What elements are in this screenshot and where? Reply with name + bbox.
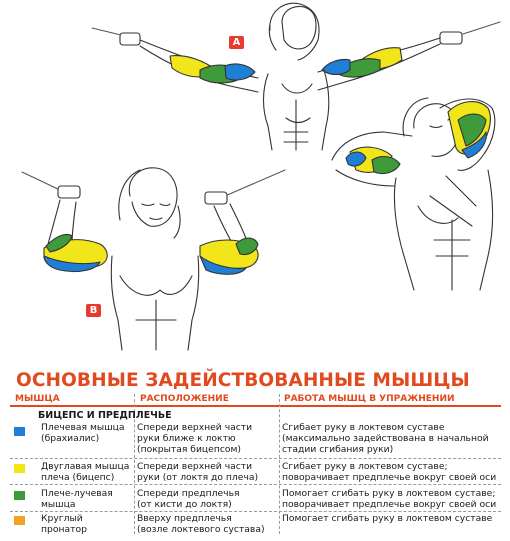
table-title: ОСНОВНЫЕ ЗАДЕЙСТВОВАННЫЕ МЫШЦЫ bbox=[16, 370, 470, 391]
color-swatch bbox=[14, 427, 25, 436]
badge-b: B bbox=[86, 304, 101, 317]
muscle-name: Плече-лучевая мышца bbox=[41, 488, 113, 510]
table-row bbox=[10, 488, 501, 512]
header-function: РАБОТА МЫШЦ В УПРАЖНЕНИИ bbox=[284, 394, 455, 404]
color-swatch bbox=[14, 464, 25, 473]
muscle-location: Спереди верхней части руки (от локтя до плеча) bbox=[137, 461, 259, 483]
muscle-name: Круглый пронатор bbox=[41, 513, 87, 535]
muscle-location: Вверху предплечья (возле локтевого сустава) bbox=[137, 513, 265, 535]
table-row bbox=[10, 513, 501, 537]
table-row bbox=[10, 422, 501, 462]
muscle-location: Спереди верхней части руки ближе к локтю (покрытая бицепсом) bbox=[137, 422, 253, 455]
header-location: РАСПОЛОЖЕНИЕ bbox=[140, 394, 229, 404]
muscle-location: Спереди предплечья (от кисти до локтя) bbox=[137, 488, 240, 510]
color-swatch bbox=[14, 516, 25, 525]
muscle-name: Двуглавая мышца плеча (бицепс) bbox=[41, 461, 130, 483]
section-heading: БИЦЕПС И ПРЕДПЛЕЧЬЕ bbox=[38, 410, 172, 421]
figure-c bbox=[332, 98, 495, 290]
table-row bbox=[10, 461, 501, 485]
header-muscle: МЫШЦА bbox=[15, 394, 60, 404]
row-divider bbox=[10, 511, 501, 512]
muscle-function: Сгибает руку в локтевом суставе (максимально задействована в начальной стадии сгибания руки) bbox=[282, 422, 489, 455]
row-divider bbox=[10, 458, 501, 459]
muscle-name: Плечевая мышца (брахиалис) bbox=[41, 422, 125, 444]
muscle-function: Сгибает руку в локтевом суставе; поворачивает предплечье вокруг своей оси bbox=[282, 461, 497, 483]
figure-a bbox=[92, 3, 500, 150]
muscle-function: Помогает сгибать руку в локтевом суставе bbox=[282, 513, 493, 524]
figure-b bbox=[22, 168, 285, 350]
row-divider bbox=[10, 484, 501, 485]
color-swatch bbox=[14, 491, 25, 500]
muscle-function: Помогает сгибать руку в локтевом суставе; поворачивает предплечье вокруг своей оси bbox=[282, 488, 497, 510]
header-rule bbox=[10, 405, 501, 407]
badge-a: A bbox=[229, 36, 244, 49]
